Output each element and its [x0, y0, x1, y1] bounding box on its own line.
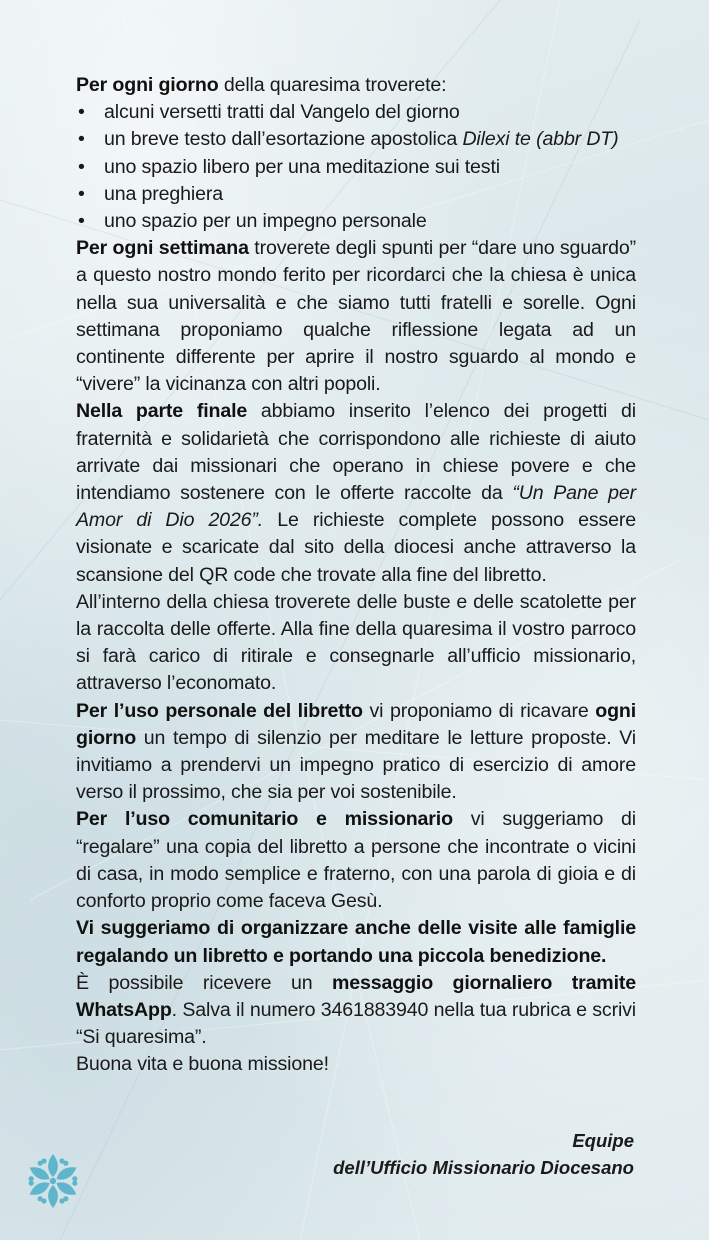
whatsapp-paragraph: È possibile ricevere un messaggio giornaliero tramite WhatsApp. Salva il numero 3461883940 nella tua rubrica e scrivi “Si quaresima”.: [76, 971, 636, 1049]
personal-use-paragraph: Per l’uso personale del libretto vi proponiamo di ricavare ogni giorno un tempo di silenzio per meditare le letture proposte. Vi invitiamo a prendervi un impegno pratico di esercizio di amore verso il prossimo, che sia per voi sostenibile.: [76, 699, 636, 804]
list-item: • una preghiera: [76, 181, 636, 208]
final-paragraph: Nella parte finale abbiamo inserito l’elenco dei progetti di fraternità e solidarietà che corrispondono alle richieste di aiuto arrivate dai missionari che operano in chiese povere e che intendiamo sostenere con le offerte raccolte da “Un Pane per Amor di Dio 2026”. Le richieste complete possono essere visionate e scaricate dal sito della diocesi anche attraverso la scansione del QR code che trovate alla fine del libretto.: [76, 400, 636, 586]
list-item: • un breve testo dall’esortazione apostolica Dilexi te (abbr DT): [76, 126, 636, 153]
list-item: • uno spazio libero per una meditazione sui testi: [76, 154, 636, 181]
list-item: • uno spazio per un impegno personale: [76, 208, 636, 235]
closing-line: Buona vita e buona missione!: [76, 1053, 329, 1076]
visits-paragraph: Vi suggeriamo di organizzare anche delle visite alle famiglie regalando un libretto e portando una piccola benedizione.: [76, 917, 636, 967]
daily-contents-list: [76, 99, 636, 235]
signature: [333, 1127, 634, 1181]
intro-text: della quaresima troverete:: [218, 74, 447, 96]
body-text: [76, 72, 636, 1079]
signature-line-2: dell’Ufficio Missionario Diocesano: [333, 1157, 634, 1178]
snowflake-cross-logo-icon: [20, 1148, 86, 1214]
intro-bold: Per ogni giorno: [76, 74, 219, 96]
intro-paragraph: [76, 72, 636, 99]
envelopes-paragraph: All’interno della chiesa troverete delle buste e delle scatolette per la raccolta delle offerte. Alla fine della quaresima il vostro parroco si farà carico di ritirale e consegnarle all’ufficio missionario, attraverso l’economato.: [76, 590, 636, 695]
week-paragraph: Per ogni settimana troverete degli spunti per “dare uno sguardo” a questo nostro mondo ferito per ricordarci che la chiesa è unica nella sua universalità e che siamo tutti fratelli e sorelle. Ogni settimana proponiamo qualche riflessione legata ad un continente differente per aprire il nostro sguardo al mondo e “vivere” la vicinanza con altri popoli.: [76, 237, 637, 396]
signature-line-1: Equipe: [572, 1130, 634, 1151]
community-use-paragraph: Per l’uso comunitario e missionario vi suggeriamo di “regalare” una copia del libretto a persone che incontrate o vicini di casa, in modo semplice e fraterno, con una parola di gioia e di conforto proprio come faceva Gesù.: [76, 808, 637, 913]
list-item: • alcuni versetti tratti dal Vangelo del giorno: [76, 99, 636, 126]
